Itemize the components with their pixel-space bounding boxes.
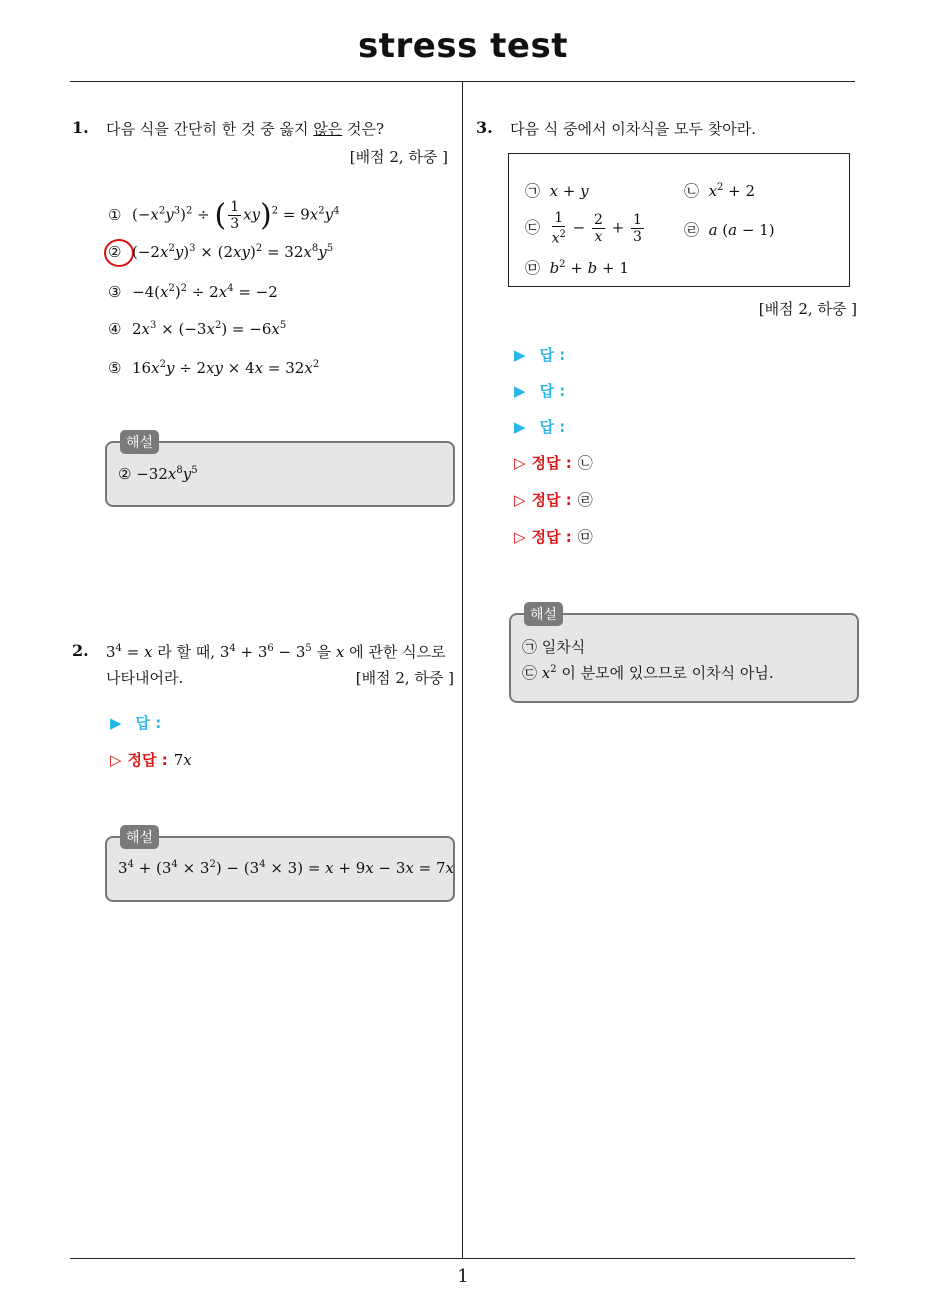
q1-explanation-tag: 해설 [120,430,159,454]
q2-explanation-text: $3^4 + (3^4 \times 3^2) - (3^4 \times 3) = x + 9x - 3x = 7x$ [118,859,455,877]
q1-number: 1. [72,118,89,137]
option-number: ⑤ [108,359,122,377]
play-arrow-icon: ▶ [110,714,122,732]
q3-answer-row-1[interactable]: ▶ 답 : [514,346,566,364]
q3-item-5: ㉤ $b^2 + b + 1$ [525,259,629,277]
q1-text: 다음 식을 간단히 한 것 중 옳지 않은 것은? [106,120,385,138]
page-number: 1 [457,1266,469,1287]
q1-explanation-text: ② $-32x^8y^5$ [118,465,198,483]
q1-option-4[interactable]: ④ $2x^3 \times (-3x^2) = -6x^5$ [108,320,287,338]
q3-answer-row-3[interactable]: ▶ 답 : [514,418,566,436]
q3-correct-row-3: ▷ 정답 : ㉤ [514,528,593,546]
q1-option-1[interactable]: ① $(-x^2y^3)^2$ ÷ ( $\frac{1}{3}$ $xy)^2 = 9x^2y^4$ [108,198,340,233]
q2-correct-row: ▷ 정답 : 7x [110,751,192,769]
q3-explanation-line-1: ㉠ 일차식 [522,638,586,656]
q3-correct-row-2: ▷ 정답 : ㉣ [514,491,593,509]
bottom-rule [70,1258,855,1259]
q3-explanation-line-2: ㉢ $x^2$ 이 분모에 있으므로 이차식 아님. [522,664,774,682]
q3-text: 다음 식 중에서 이차식을 모두 찾아라. [510,120,756,138]
outline-arrow-icon: ▷ [514,528,526,546]
play-arrow-icon: ▶ [514,346,526,364]
q3-item-3: ㉢ $\frac{1}{x^2}$ − $\frac{2}{x}$ + $\frac{1}{3}$ [525,210,642,247]
q2-explanation-tag: 해설 [120,825,159,849]
option-number: ① [108,205,122,224]
option-number: ③ [108,283,122,301]
outline-arrow-icon: ▷ [514,454,526,472]
q3-number: 3. [476,118,493,137]
outline-arrow-icon: ▷ [514,491,526,509]
q3-score: [배점 2, 하중 ] [758,300,857,318]
play-arrow-icon: ▶ [514,382,526,400]
q3-explanation-box [509,613,859,703]
option-number: ④ [108,320,122,338]
q3-item-2: ㉡ $x^2 + 2$ [684,182,756,200]
page-title: stress test [358,26,568,66]
q2-text-line1: $3^4 = x$ 라 할 때, $3^4 + 3^6 - 3^5$ 을 x 에 관한 식으로 [106,643,446,661]
q3-item-4: ㉣ a (a − 1) [684,221,775,239]
q3-answer-row-2[interactable]: ▶ 답 : [514,382,566,400]
q1-option-5[interactable]: ⑤ $16x^2y \div 2xy \times 4x = 32x^2$ [108,359,320,377]
outline-arrow-icon: ▷ [110,751,122,769]
q2-number: 2. [72,641,89,660]
q3-item-1: ㉠ x + y [525,182,589,200]
q3-correct-row-1: ▷ 정답 : ㉡ [514,454,593,472]
option-number: ② [108,243,122,261]
column-divider [462,82,463,1259]
q1-score: [배점 2, 하중 ] [349,148,448,166]
q1-option-3[interactable]: ③ $-4(x^2)^2 \div 2x^4 = -2$ [108,283,278,301]
q3-explanation-tag: 해설 [524,602,563,626]
play-arrow-icon: ▶ [514,418,526,436]
q1-option-2[interactable]: ② $(-2x^2y)^3 \times (2xy)^2 = 32x^8y^5$ [108,243,334,261]
q2-text-line2: 나타내어라. [106,669,184,687]
q2-score: [배점 2, 하중 ] [355,669,454,687]
q2-answer-row[interactable]: ▶ 답 : [110,714,162,732]
